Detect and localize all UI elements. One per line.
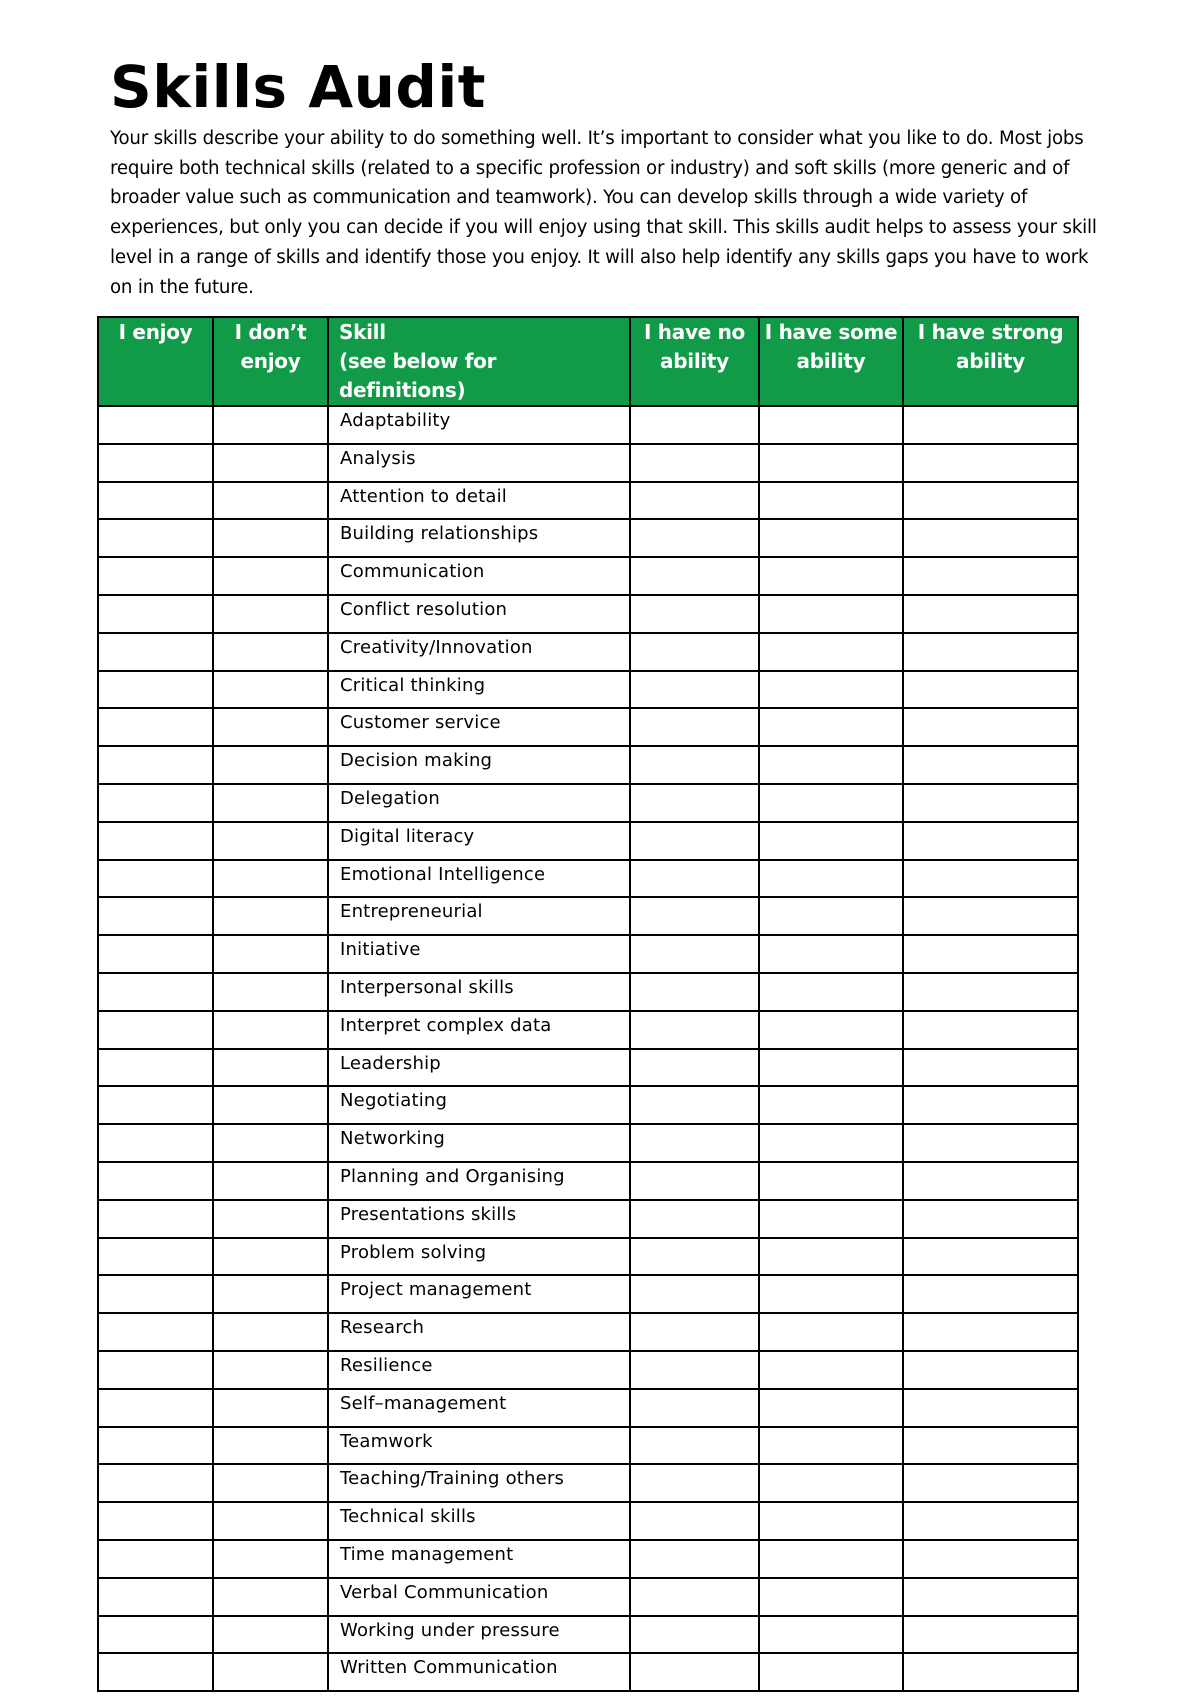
table-row [98,1124,1078,1162]
strong-ability-cell[interactable] [903,935,1078,973]
skill-name-cell: Networking [328,1124,630,1162]
enjoy-cell[interactable] [98,1275,213,1313]
skill-name-cell: Self–management [328,1389,630,1427]
header-strong-ability-line1: I have strong [917,320,1064,344]
dont-enjoy-cell[interactable] [213,822,328,860]
skill-name-cell: Communication [328,557,630,595]
some-ability-cell[interactable] [759,1540,903,1578]
dont-enjoy-cell[interactable] [213,1011,328,1049]
strong-ability-cell[interactable] [903,897,1078,935]
dont-enjoy-cell[interactable] [213,1616,328,1654]
skill-name-cell: Time management [328,1540,630,1578]
strong-ability-cell[interactable] [903,671,1078,709]
enjoy-cell[interactable] [98,935,213,973]
dont-enjoy-cell[interactable] [213,784,328,822]
skill-name-cell: Problem solving [328,1238,630,1276]
table-row [98,973,1078,1011]
no-ability-cell[interactable] [630,595,759,633]
some-ability-cell[interactable] [759,1389,903,1427]
some-ability-cell[interactable] [759,1427,903,1465]
strong-ability-cell[interactable] [903,1200,1078,1238]
skills-table-body [98,406,1078,1691]
dont-enjoy-cell[interactable] [213,1653,328,1691]
no-ability-cell[interactable] [630,1086,759,1124]
enjoy-cell[interactable] [98,1200,213,1238]
skill-name-cell: Digital literacy [328,822,630,860]
no-ability-cell[interactable] [630,1238,759,1276]
enjoy-cell[interactable] [98,860,213,898]
dont-enjoy-cell[interactable] [213,1200,328,1238]
dont-enjoy-cell[interactable] [213,746,328,784]
strong-ability-cell[interactable] [903,1351,1078,1389]
some-ability-cell[interactable] [759,406,903,444]
skill-name-cell: Initiative [328,935,630,973]
dont-enjoy-cell[interactable] [213,406,328,444]
skill-name-cell: Research [328,1313,630,1351]
strong-ability-cell[interactable] [903,784,1078,822]
dont-enjoy-cell[interactable] [213,1502,328,1540]
skill-name-cell: Interpret complex data [328,1011,630,1049]
skill-name-cell: Leadership [328,1049,630,1087]
some-ability-cell[interactable] [759,860,903,898]
table-row [98,406,1078,444]
enjoy-cell[interactable] [98,1389,213,1427]
some-ability-cell[interactable] [759,1351,903,1389]
dont-enjoy-cell[interactable] [213,897,328,935]
header-no-ability-line2: ability [660,349,729,373]
dont-enjoy-cell[interactable] [213,1578,328,1616]
no-ability-cell[interactable] [630,973,759,1011]
enjoy-cell[interactable] [98,444,213,482]
some-ability-cell[interactable] [759,444,903,482]
no-ability-cell[interactable] [630,1616,759,1654]
some-ability-cell[interactable] [759,935,903,973]
enjoy-cell[interactable] [98,671,213,709]
some-ability-cell[interactable] [759,1238,903,1276]
header-skill [328,317,630,406]
enjoy-cell[interactable] [98,1238,213,1276]
header-strong-ability-line2: ability [956,349,1025,373]
table-row [98,1389,1078,1427]
some-ability-cell[interactable] [759,1124,903,1162]
table-row [98,746,1078,784]
table-row [98,897,1078,935]
table-row [98,1313,1078,1351]
dont-enjoy-cell[interactable] [213,1238,328,1276]
skills-audit-table [97,316,1079,1692]
strong-ability-cell[interactable] [903,1162,1078,1200]
some-ability-cell[interactable] [759,784,903,822]
strong-ability-cell[interactable] [903,1502,1078,1540]
enjoy-cell[interactable] [98,1049,213,1087]
dont-enjoy-cell[interactable] [213,444,328,482]
some-ability-cell[interactable] [759,1464,903,1502]
skill-name-cell: Resilience [328,1351,630,1389]
enjoy-cell[interactable] [98,746,213,784]
no-ability-cell[interactable] [630,1540,759,1578]
some-ability-cell[interactable] [759,973,903,1011]
dont-enjoy-cell[interactable] [213,1313,328,1351]
skill-name-cell: Critical thinking [328,671,630,709]
no-ability-cell[interactable] [630,1049,759,1087]
page-title: Skills Audit [110,53,487,121]
no-ability-cell[interactable] [630,1427,759,1465]
table-row [98,935,1078,973]
no-ability-cell[interactable] [630,822,759,860]
table-row [98,1427,1078,1465]
strong-ability-cell[interactable] [903,1389,1078,1427]
strong-ability-cell[interactable] [903,822,1078,860]
skill-name-cell: Teaching/Training others [328,1464,630,1502]
enjoy-cell[interactable] [98,1502,213,1540]
dont-enjoy-cell[interactable] [213,860,328,898]
enjoy-cell[interactable] [98,595,213,633]
no-ability-cell[interactable] [630,708,759,746]
enjoy-cell[interactable] [98,633,213,671]
table-row [98,1578,1078,1616]
skill-name-cell: Conflict resolution [328,595,630,633]
no-ability-cell[interactable] [630,1313,759,1351]
header-some-ability-line2: ability [796,349,866,373]
some-ability-cell[interactable] [759,708,903,746]
enjoy-cell[interactable] [98,519,213,557]
header-i-enjoy-label: I enjoy [118,320,193,344]
no-ability-cell[interactable] [630,633,759,671]
skill-name-cell: Delegation [328,784,630,822]
dont-enjoy-cell[interactable] [213,1351,328,1389]
strong-ability-cell[interactable] [903,746,1078,784]
enjoy-cell[interactable] [98,1124,213,1162]
strong-ability-cell[interactable] [903,1049,1078,1087]
dont-enjoy-cell[interactable] [213,519,328,557]
strong-ability-cell[interactable] [903,1540,1078,1578]
strong-ability-cell[interactable] [903,860,1078,898]
some-ability-cell[interactable] [759,671,903,709]
dont-enjoy-cell[interactable] [213,1049,328,1087]
skill-name-cell: Working under pressure [328,1616,630,1654]
no-ability-cell[interactable] [630,746,759,784]
header-i-dont-enjoy-line2: enjoy [240,349,301,373]
no-ability-cell[interactable] [630,1389,759,1427]
strong-ability-cell[interactable] [903,1275,1078,1313]
some-ability-cell[interactable] [759,557,903,595]
dont-enjoy-cell[interactable] [213,1540,328,1578]
table-row [98,708,1078,746]
enjoy-cell[interactable] [98,1313,213,1351]
no-ability-cell[interactable] [630,860,759,898]
enjoy-cell[interactable] [98,973,213,1011]
dont-enjoy-cell[interactable] [213,1086,328,1124]
table-row [98,1049,1078,1087]
some-ability-cell[interactable] [759,482,903,520]
enjoy-cell[interactable] [98,1162,213,1200]
table-row [98,444,1078,482]
strong-ability-cell[interactable] [903,973,1078,1011]
table-row [98,1502,1078,1540]
skill-name-cell: Customer service [328,708,630,746]
some-ability-cell[interactable] [759,595,903,633]
skill-name-cell: Written Communication [328,1653,630,1691]
some-ability-cell[interactable] [759,822,903,860]
strong-ability-cell[interactable] [903,444,1078,482]
enjoy-cell[interactable] [98,1653,213,1691]
no-ability-cell[interactable] [630,784,759,822]
dont-enjoy-cell[interactable] [213,1162,328,1200]
some-ability-cell[interactable] [759,746,903,784]
some-ability-cell[interactable] [759,1086,903,1124]
enjoy-cell[interactable] [98,1427,213,1465]
table-row [98,1200,1078,1238]
header-no-ability [630,317,759,406]
dont-enjoy-cell[interactable] [213,1427,328,1465]
some-ability-cell[interactable] [759,1275,903,1313]
enjoy-cell[interactable] [98,784,213,822]
table-row [98,671,1078,709]
table-row [98,1653,1078,1691]
skill-name-cell: Decision making [328,746,630,784]
no-ability-cell[interactable] [630,406,759,444]
intro-paragraph: Your skills describe your ability to do something well. It’s important to consider what you like to do. Most jobs require both technical skills (related to a specific profession or industry) and soft skills (more generic and of broader value such as communication and teamwork). You can develop skills through a wide variety of experiences, but only you can decide if you will enjoy using that skill. This skills audit helps to assess your skill level in a range of skills and identify those you enjoy. It will also help identify any skills gaps you have to work on in the future. [110,128,1097,298]
strong-ability-cell[interactable] [903,1653,1078,1691]
skill-name-cell: Interpersonal skills [328,973,630,1011]
no-ability-cell[interactable] [630,444,759,482]
header-some-ability-line1: I have some [764,320,898,344]
skill-name-cell: Attention to detail [328,482,630,520]
table-row [98,633,1078,671]
table-row [98,482,1078,520]
dont-enjoy-cell[interactable] [213,671,328,709]
no-ability-cell[interactable] [630,671,759,709]
table-row [98,860,1078,898]
no-ability-cell[interactable] [630,1124,759,1162]
dont-enjoy-cell[interactable] [213,1464,328,1502]
strong-ability-cell[interactable] [903,482,1078,520]
skill-name-cell: Analysis [328,444,630,482]
no-ability-cell[interactable] [630,1502,759,1540]
table-row [98,1540,1078,1578]
dont-enjoy-cell[interactable] [213,633,328,671]
strong-ability-cell[interactable] [903,1011,1078,1049]
skill-name-cell: Presentations skills [328,1200,630,1238]
enjoy-cell[interactable] [98,1578,213,1616]
strong-ability-cell[interactable] [903,708,1078,746]
table-row [98,1162,1078,1200]
strong-ability-cell[interactable] [903,557,1078,595]
strong-ability-cell[interactable] [903,1616,1078,1654]
table-row [98,1616,1078,1654]
no-ability-cell[interactable] [630,557,759,595]
no-ability-cell[interactable] [630,1162,759,1200]
some-ability-cell[interactable] [759,897,903,935]
table-row [98,519,1078,557]
some-ability-cell[interactable] [759,1011,903,1049]
enjoy-cell[interactable] [98,482,213,520]
some-ability-cell[interactable] [759,1313,903,1351]
dont-enjoy-cell[interactable] [213,482,328,520]
table-row [98,784,1078,822]
strong-ability-cell[interactable] [903,633,1078,671]
table-row [98,822,1078,860]
table-row [98,1464,1078,1502]
header-skill-line1: Skill [339,320,386,344]
some-ability-cell[interactable] [759,633,903,671]
dont-enjoy-cell[interactable] [213,595,328,633]
dont-enjoy-cell[interactable] [213,935,328,973]
strong-ability-cell[interactable] [903,1464,1078,1502]
table-row [98,1238,1078,1276]
skill-name-cell: Entrepreneurial [328,897,630,935]
table-row [98,1275,1078,1313]
no-ability-cell[interactable] [630,1653,759,1691]
table-row [98,595,1078,633]
header-skill-line2: (see below for definitions) [339,349,497,402]
header-no-ability-line1: I have no [644,320,745,344]
table-row [98,1351,1078,1389]
header-some-ability [759,317,903,406]
enjoy-cell[interactable] [98,708,213,746]
skill-name-cell: Technical skills [328,1502,630,1540]
skill-name-cell: Adaptability [328,406,630,444]
some-ability-cell[interactable] [759,519,903,557]
no-ability-cell[interactable] [630,1200,759,1238]
enjoy-cell[interactable] [98,1540,213,1578]
header-i-dont-enjoy-line1: I don’t [234,320,307,344]
table-row [98,1086,1078,1124]
table-row [98,1011,1078,1049]
enjoy-cell[interactable] [98,1351,213,1389]
some-ability-cell[interactable] [759,1200,903,1238]
skill-name-cell: Verbal Communication [328,1578,630,1616]
enjoy-cell[interactable] [98,822,213,860]
header-i-dont-enjoy [213,317,328,406]
some-ability-cell[interactable] [759,1653,903,1691]
strong-ability-cell[interactable] [903,519,1078,557]
skill-name-cell: Planning and Organising [328,1162,630,1200]
skill-name-cell: Project management [328,1275,630,1313]
table-row [98,557,1078,595]
some-ability-cell[interactable] [759,1162,903,1200]
skill-name-cell: Creativity/Innovation [328,633,630,671]
no-ability-cell[interactable] [630,1275,759,1313]
strong-ability-cell[interactable] [903,1427,1078,1465]
some-ability-cell[interactable] [759,1502,903,1540]
no-ability-cell[interactable] [630,1464,759,1502]
strong-ability-cell[interactable] [903,406,1078,444]
dont-enjoy-cell[interactable] [213,1275,328,1313]
dont-enjoy-cell[interactable] [213,973,328,1011]
table-header-row [98,317,1078,406]
strong-ability-cell[interactable] [903,1313,1078,1351]
enjoy-cell[interactable] [98,406,213,444]
enjoy-cell[interactable] [98,1616,213,1654]
header-strong-ability [903,317,1078,406]
skill-name-cell: Teamwork [328,1427,630,1465]
no-ability-cell[interactable] [630,1351,759,1389]
skill-name-cell: Emotional Intelligence [328,860,630,898]
no-ability-cell[interactable] [630,519,759,557]
no-ability-cell[interactable] [630,482,759,520]
dont-enjoy-cell[interactable] [213,557,328,595]
enjoy-cell[interactable] [98,557,213,595]
strong-ability-cell[interactable] [903,595,1078,633]
enjoy-cell[interactable] [98,1011,213,1049]
no-ability-cell[interactable] [630,935,759,973]
enjoy-cell[interactable] [98,1086,213,1124]
strong-ability-cell[interactable] [903,1124,1078,1162]
dont-enjoy-cell[interactable] [213,1389,328,1427]
strong-ability-cell[interactable] [903,1238,1078,1276]
some-ability-cell[interactable] [759,1616,903,1654]
no-ability-cell[interactable] [630,1578,759,1616]
enjoy-cell[interactable] [98,897,213,935]
skill-name-cell: Negotiating [328,1086,630,1124]
skill-name-cell: Building relationships [328,519,630,557]
header-i-enjoy [98,317,213,406]
no-ability-cell[interactable] [630,897,759,935]
some-ability-cell[interactable] [759,1578,903,1616]
dont-enjoy-cell[interactable] [213,708,328,746]
enjoy-cell[interactable] [98,1464,213,1502]
no-ability-cell[interactable] [630,1011,759,1049]
dont-enjoy-cell[interactable] [213,1124,328,1162]
strong-ability-cell[interactable] [903,1086,1078,1124]
some-ability-cell[interactable] [759,1049,903,1087]
strong-ability-cell[interactable] [903,1578,1078,1616]
